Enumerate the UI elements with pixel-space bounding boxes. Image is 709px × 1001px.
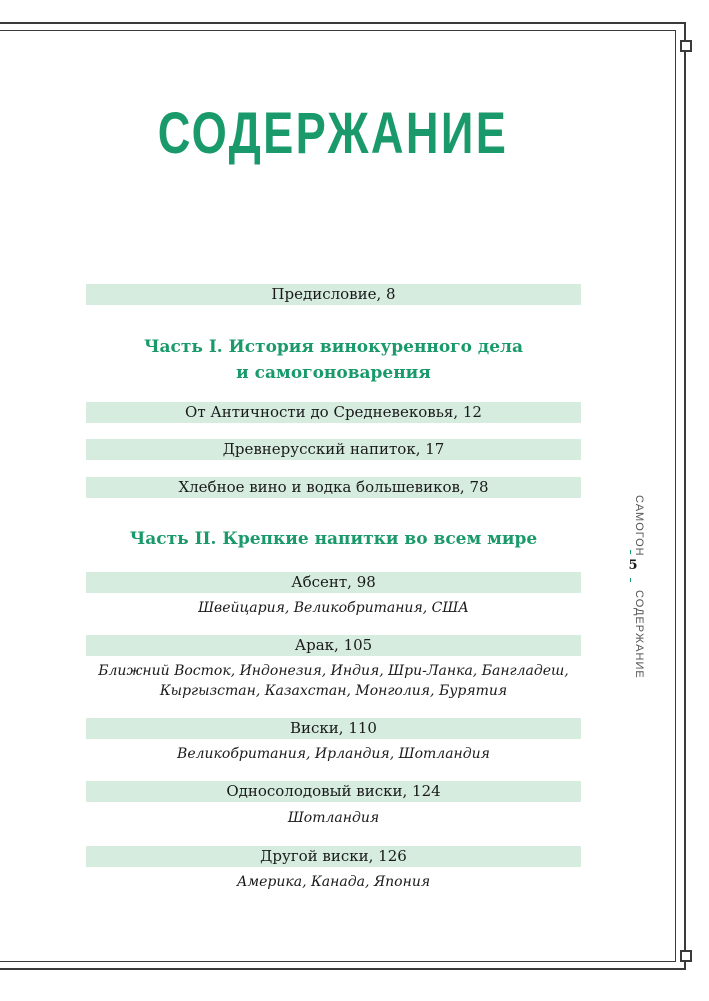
part-2-heading: Часть II. Крепкие напитки во всем мире (129, 529, 538, 549)
running-section-title: СОДЕРЖАНИЕ (633, 590, 645, 679)
page-title: СОДЕРЖАНИЕ (157, 101, 509, 166)
toc-countries: Швейцария, Великобритания, США (198, 600, 469, 616)
toc-entry: Арак, 105 (86, 635, 581, 656)
toc-entry: Древнерусский напиток, 17 (86, 439, 581, 460)
toc-countries: Кыргызстан, Казахстан, Монголия, Бурятия (159, 683, 508, 699)
toc-entry: Другой виски, 126 (86, 846, 581, 867)
toc-entry: Виски, 110 (86, 718, 581, 739)
toc-preface: Предисловие, 8 (86, 284, 581, 305)
toc-entry: Абсент, 98 (86, 572, 581, 593)
toc-countries: Великобритания, Ирландия, Шотландия (177, 746, 490, 762)
frame-corner-bottom (680, 950, 692, 962)
toc-countries: Ближний Восток, Индонезия, Индия, Шри-Ланка, Бангладеш, (98, 663, 569, 679)
toc-entry: Односолодовый виски, 124 (86, 781, 581, 802)
part-1-heading-line1: Часть I. История винокуренного дела (143, 337, 524, 357)
page-number: 5 (628, 558, 638, 573)
toc-countries: Америка, Канада, Япония (236, 874, 431, 890)
side-rule-bottom (630, 578, 631, 582)
running-book-title: САМОГОН (633, 495, 645, 557)
side-rule-top (630, 550, 631, 554)
toc-entry: Хлебное вино и водка большевиков, 78 (86, 477, 581, 498)
toc-entry: От Античности до Средневековья, 12 (86, 402, 581, 423)
frame-corner-top (680, 40, 692, 52)
part-1-heading (86, 334, 581, 386)
part-1-heading-line2: и самогоноварения (236, 363, 431, 383)
toc-countries: Шотландия (287, 810, 380, 826)
